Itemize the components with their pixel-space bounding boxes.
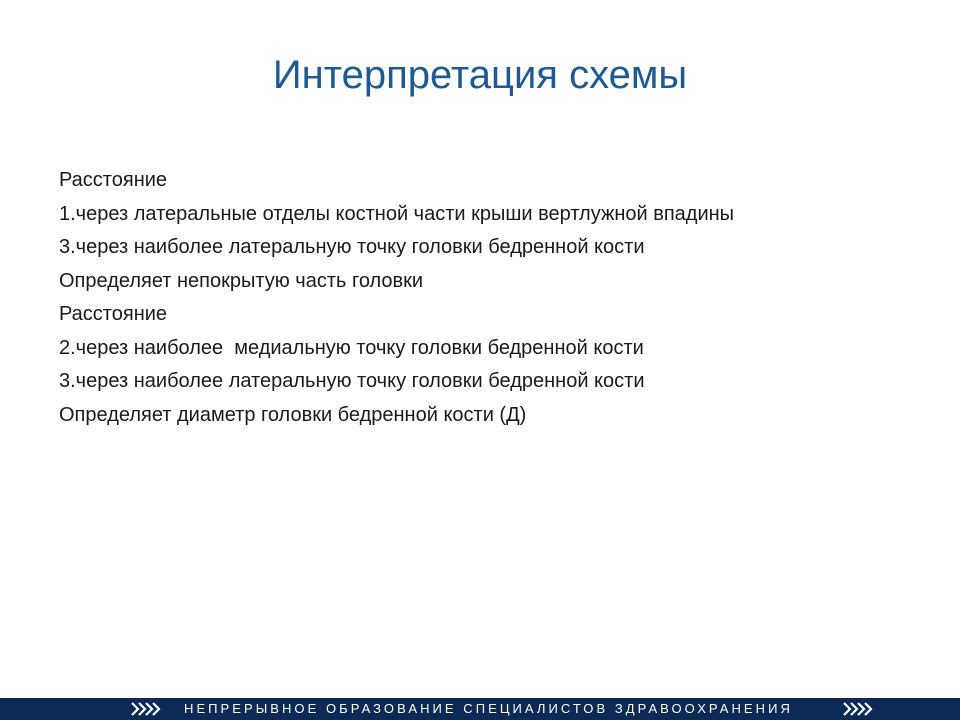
- body-text-list: [59, 164, 919, 432]
- body-line: Расстояние: [59, 303, 168, 325]
- body-line: 3.через наиболее латеральную точку головки бедренной кости: [59, 370, 645, 392]
- footer-bar: [0, 698, 960, 720]
- body-line: 2.через наиболее медиальную точку головки бедренной кости: [59, 336, 644, 359]
- double-chevron-right-icon: [130, 702, 164, 716]
- body-line: Расстояние: [59, 169, 168, 191]
- footer-text: НЕПРЕРЫВНОЕ ОБРАЗОВАНИЕ СПЕЦИАЛИСТОВ ЗДРАВООХРАНЕНИЯ: [184, 701, 793, 716]
- body-line: Определяет диаметр головки бедренной кости (Д): [59, 403, 527, 426]
- double-chevron-right-icon: [842, 702, 876, 716]
- body-line: 3.через наиболее латеральную точку головки бедренной кости: [59, 236, 645, 258]
- body-line: Определяет непокрытую часть головки: [59, 269, 424, 292]
- slide-title: Интерпретация схемы: [272, 53, 688, 97]
- body-line: 1.через латеральные отделы костной части крыши вертлужной впадины: [59, 202, 735, 225]
